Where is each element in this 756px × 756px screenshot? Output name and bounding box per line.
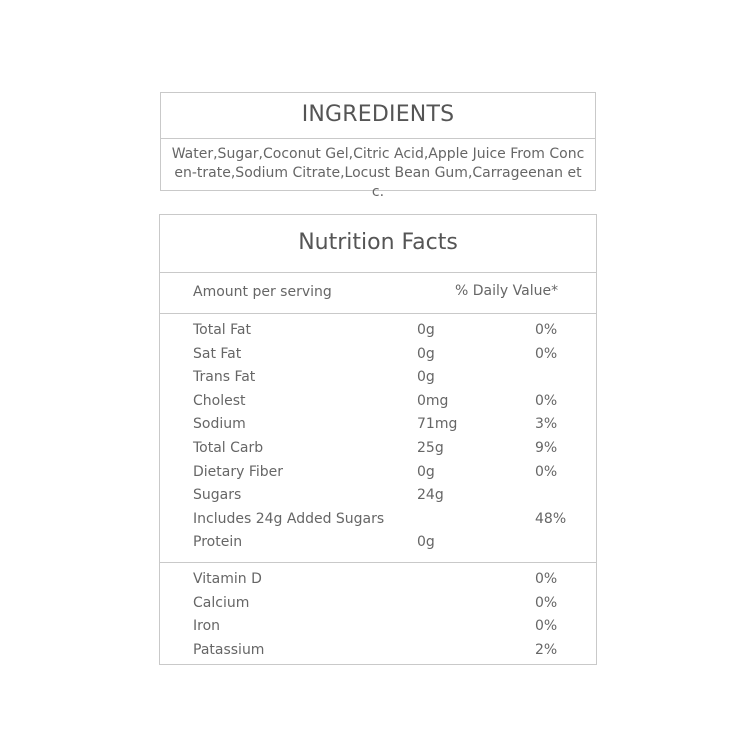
nutrient-percent: 0% xyxy=(535,392,558,409)
vitamin-name: Iron xyxy=(193,618,221,635)
nutrient-name: Cholest xyxy=(193,392,246,409)
ingredients-title: INGREDIENTS xyxy=(161,93,595,139)
vitamin-percent: 0% xyxy=(535,594,558,611)
nutrient-name: Dietary Fiber xyxy=(193,463,284,480)
vitamin-name: Calcium xyxy=(193,594,250,611)
nutrient-amount: 25g xyxy=(417,439,444,456)
nutrient-name: Sat Fat xyxy=(193,345,242,362)
nutrient-amount: 0g xyxy=(417,322,435,338)
nutrient-percent: 3% xyxy=(535,416,558,433)
nutrient-amount: 0g xyxy=(417,345,435,362)
nutrient-amount: 0mg xyxy=(417,392,449,409)
nutrient-row xyxy=(160,484,596,508)
nutrient-row xyxy=(160,413,596,437)
nutrient-row xyxy=(160,461,596,485)
vitamin-row xyxy=(160,592,596,616)
nutrient-row xyxy=(160,508,596,532)
nutrient-amount: 0g xyxy=(417,534,435,551)
nutrition-facts-panel xyxy=(159,214,597,665)
nutrient-name: Sodium xyxy=(193,416,246,433)
nutrient-row xyxy=(160,319,596,343)
nutrient-name: Includes 24g Added Sugars xyxy=(193,510,385,527)
nutrient-row xyxy=(160,390,596,414)
amount-per-serving-label: Amount per serving xyxy=(193,284,332,300)
nutrient-row xyxy=(160,437,596,461)
vitamin-percent: 0% xyxy=(535,618,558,635)
vitamin-percent: 2% xyxy=(535,641,558,658)
nutrient-amount: 0g xyxy=(417,463,435,480)
nutrient-section xyxy=(160,314,596,563)
nutrient-row xyxy=(160,343,596,367)
vitamin-row xyxy=(160,615,596,639)
vitamin-name: Patassium xyxy=(193,641,265,658)
nutrient-row xyxy=(160,366,596,390)
nutrient-amount: 71mg xyxy=(417,416,458,433)
vitamin-name: Vitamin D xyxy=(193,571,262,587)
ingredients-list: Water,Sugar,Coconut Gel,Citric Acid,Apple Juice From Concen-trate,Sodium Citrate,Locust Bean Gum,Carrageenan etc. xyxy=(171,146,585,200)
nutrient-percent: 0% xyxy=(535,345,558,362)
nutrient-percent: 9% xyxy=(535,439,558,456)
nutrition-facts-title: Nutrition Facts xyxy=(160,215,596,273)
nutrient-name: Protein xyxy=(193,534,243,551)
nutrient-name: Total Fat xyxy=(193,322,251,338)
nutrient-row xyxy=(160,531,596,555)
nutrient-percent: 48% xyxy=(535,510,567,527)
nutrient-percent: 0% xyxy=(535,463,558,480)
nutrient-name: Total Carb xyxy=(193,439,264,456)
vitamin-percent: 0% xyxy=(535,571,558,587)
serving-header xyxy=(160,273,596,314)
nutrient-percent: 0% xyxy=(535,322,558,338)
vitamin-section xyxy=(160,563,596,662)
daily-value-label: % Daily Value* xyxy=(455,283,559,299)
nutrient-amount: 0g xyxy=(417,369,435,386)
nutrient-amount: 24g xyxy=(417,487,444,504)
nutrient-name: Trans Fat xyxy=(193,369,256,386)
vitamin-row xyxy=(160,568,596,592)
ingredients-panel xyxy=(160,92,596,200)
nutrient-name: Sugars xyxy=(193,487,242,504)
vitamin-row xyxy=(160,639,596,663)
